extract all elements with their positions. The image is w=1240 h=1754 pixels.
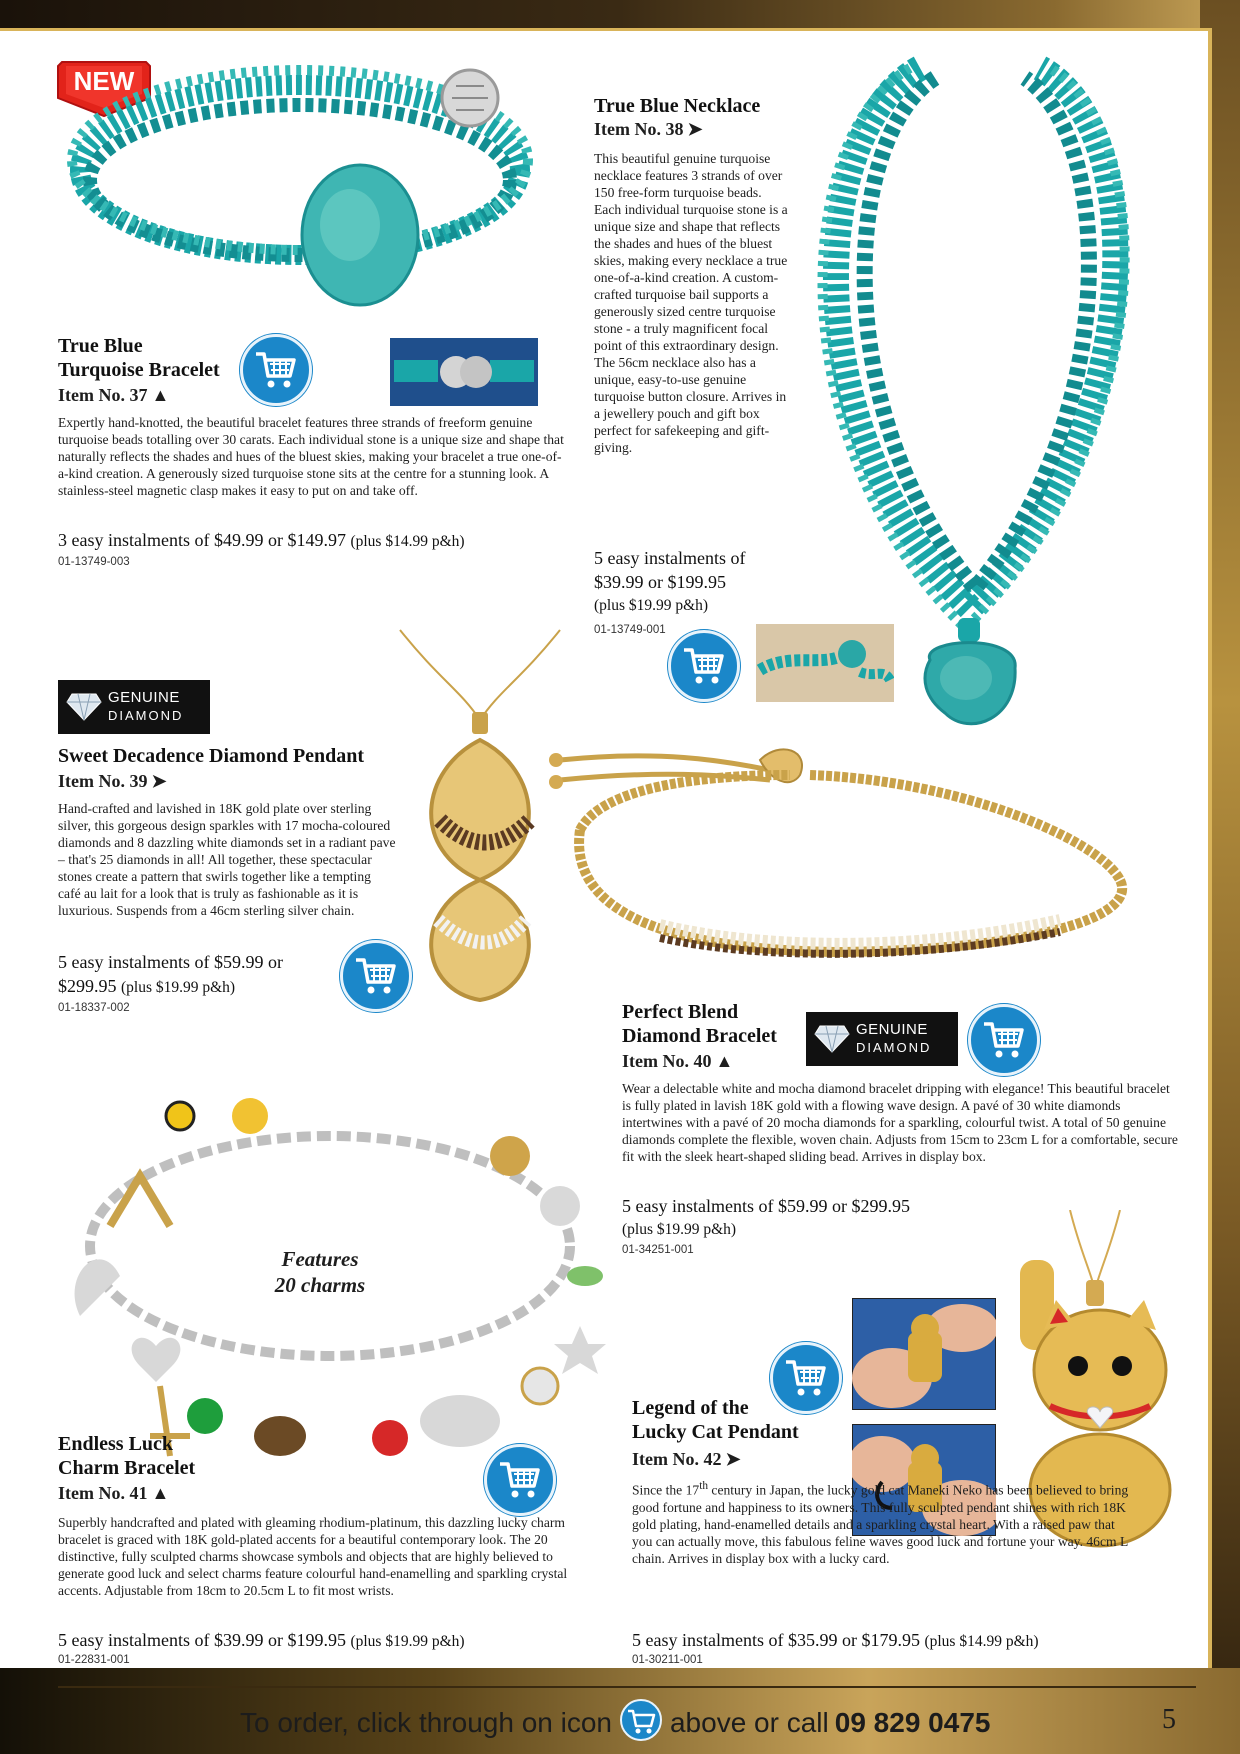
product-37-price (58, 528, 578, 554)
product-38-price-line2: $39.99 or $199.95 (594, 572, 726, 592)
product-41-item-label: Item No. 41 (58, 1483, 148, 1503)
arrow-right-icon: ➤ (725, 1449, 741, 1469)
lucky-cat-held-image (852, 1298, 996, 1410)
charm-count-callout (230, 1246, 410, 1298)
product-40-code: 01-34251-001 (622, 1244, 694, 1256)
product-39-item-number (58, 770, 167, 792)
product-42-title (632, 1396, 799, 1444)
product-42-desc-part-a: Since the 17 (632, 1482, 700, 1498)
cart-icon (982, 1020, 1026, 1060)
genuine-label: GENUINE (108, 689, 180, 706)
product-37-title-line1: True Blue (58, 335, 143, 357)
footer-text-before: To order, click through on icon (240, 1707, 612, 1738)
product-42-code: 01-30211-001 (632, 1654, 703, 1666)
turquoise-bracelet-image (60, 40, 540, 330)
product-40-item-label: Item No. 40 (622, 1051, 712, 1071)
product-38-title: True Blue Necklace (594, 95, 761, 117)
product-42-price-value: 5 easy instalments of $35.99 or $179.95 (632, 1630, 920, 1650)
product-37-ph: (plus $14.99 p&h) (350, 533, 465, 550)
product-37-item-number (58, 384, 169, 406)
product-39-description: Hand-crafted and lavished in 18K gold plate over sterling silver, this gorgeous design sparkles with 17 mocha-coloured diamonds and 8 dazzling white diamonds set in a radiant pave – that's 25 diamonds in all! All together, these spectacular stones create a pattern that swirls together like a tempting café au lait for a look that is truly as fashionable as it is luxurious. Suspends from a 46cm sterling silver chain. (58, 801, 396, 918)
necklace-clasp-detail-image (756, 624, 894, 702)
product-41-cart-button[interactable] (484, 1444, 556, 1516)
product-38-item-number (594, 118, 703, 140)
product-39-price (58, 950, 378, 1000)
product-39-code: 01-18337-002 (58, 1002, 130, 1014)
order-phone-number[interactable]: 09 829 0475 (834, 1707, 991, 1738)
product-41-description: Superbly handcrafted and plated with gleaming rhodium-platinum, this dazzling lucky charm bracelet is graced with 18K gold-plated accents for a beautiful contemporary look. The 20 distinctive, fully sculpted charms showcase symbols and objects that are highly believed to generate good luck and select charms feature colourful hand-enamelling and sparkling crystal accents. Adjustable from 18cm to 20.5cm L to fit most wrists. (58, 1515, 568, 1598)
cart-icon (354, 956, 398, 996)
product-37-cart-button[interactable] (240, 334, 312, 406)
page-number: 5 (1162, 1704, 1176, 1735)
product-39-price-line2: $299.95 (58, 976, 117, 996)
product-40-cart-button[interactable] (968, 1004, 1040, 1076)
product-39-ph: (plus $19.99 p&h) (121, 979, 236, 996)
footer-divider (58, 1686, 1196, 1688)
new-badge-text: NEW (73, 66, 135, 96)
product-42-price (632, 1628, 1192, 1654)
product-40-title-line1: Perfect Blend (622, 1001, 739, 1023)
product-40-description: Wear a delectable white and mocha diamond bracelet dripping with elegance! This beautiful bracelet is fully plated in lavish 18K gold with a flowing wave design. A pavé of 30 white diamonds intertwines with a pavé of 20 mocha diamonds for a sparkling, colourful twist. A total of 50 genuine diamonds complete the flexible, woven chain. Adjusts from 15cm to 23cm L for a comfortable, secure fit with the sleek heart-shaped sliding bead. Arrives in display box. (622, 1081, 1178, 1164)
product-38-item-label: Item No. 38 (594, 119, 684, 139)
footer-text-after: above or call (669, 1707, 829, 1738)
cart-icon (254, 350, 298, 390)
diamond-bracelet-image (540, 720, 1180, 990)
footer-cart-icon-wrapper[interactable] (620, 1699, 662, 1748)
product-38-code: 01-13749-001 (594, 624, 666, 636)
order-instructions (240, 1700, 990, 1746)
cart-icon (620, 1699, 662, 1741)
product-38-ph: (plus $19.99 p&h) (594, 597, 709, 614)
product-39-cart-button[interactable] (340, 940, 412, 1012)
product-39-title: Sweet Decadence Diamond Pendant (58, 745, 365, 767)
features-line2: 20 charms (274, 1273, 366, 1297)
product-37-description: Expertly hand-knotted, the beautiful bracelet features three strands of freeform genuine turquoise beads totalling over 30 carats. Each individual stone is a unique size and shape that naturally reflects the shades and hues of the bluest skies, making your bracelet a true one-of-a-kind creation. A generously sized turquoise stone sits at the centre for a stunning look. A stainless-steel magnetic clasp makes it easy to put on and take off. (58, 415, 564, 498)
product-41-price (58, 1628, 618, 1654)
cart-icon (498, 1460, 542, 1500)
product-42-title-line2: Lucky Cat Pendant (632, 1421, 799, 1443)
product-40-ph: (plus $19.99 p&h) (622, 1221, 737, 1238)
features-line1: Features (281, 1247, 359, 1271)
product-41-title-line1: Endless Luck (58, 1433, 174, 1455)
diamond-label: DIAMOND (856, 1040, 932, 1055)
product-40-title-line2: Diamond Bracelet (622, 1025, 777, 1047)
product-39-item-label: Item No. 39 (58, 771, 148, 791)
product-42-item-number (632, 1448, 741, 1470)
product-38-description: This beautiful genuine turquoise necklace features 3 strands of over 150 free-form turquoise beads. Each individual turquoise stone is a unique size and shape that reflects the shades and hues of the bluest skies, making every necklace a true one-of-a-kind creation. A custom-crafted turquoise bail supports a generously sized centre turquoise stone - a truly magnificent focal point of this extraordinary design. The 56cm necklace also has a unique, easy-to-use genuine turquoise button closure. Arrives in a jewellery pouch and gift box perfect for safekeeping and gift-giving. (594, 151, 788, 455)
product-41-code: 01-22831-001 (58, 1654, 130, 1666)
product-40-title (622, 1000, 777, 1048)
diamond-label: DIAMOND (108, 708, 184, 723)
product-37-title (58, 334, 220, 382)
genuine-diamond-badge (58, 680, 210, 734)
product-42-item-label: Item No. 42 (632, 1449, 722, 1469)
diamond-icon (814, 1024, 850, 1054)
product-38-cart-button[interactable] (668, 630, 740, 702)
product-39-price-line1: 5 easy instalments of $59.99 or (58, 952, 283, 972)
bracelet-clasp-detail-image (390, 338, 538, 406)
product-41-ph: (plus $19.99 p&h) (350, 1633, 465, 1650)
product-37-title-line2: Turquoise Bracelet (58, 359, 220, 381)
arrow-up-icon: ▲ (151, 385, 170, 405)
product-41-price-value: 5 easy instalments of $39.99 or $199.95 (58, 1630, 346, 1650)
product-42-description (632, 1478, 1132, 1567)
product-37-item-label: Item No. 37 (58, 385, 148, 405)
arrow-right-icon: ➤ (151, 771, 167, 791)
product-41-title (58, 1432, 195, 1480)
genuine-diamond-badge (806, 1012, 958, 1066)
product-38-price (594, 546, 794, 618)
product-41-title-line2: Charm Bracelet (58, 1457, 196, 1479)
arrow-right-icon: ➤ (687, 119, 703, 139)
product-41-item-number (58, 1482, 169, 1504)
genuine-label: GENUINE (856, 1021, 928, 1038)
product-38-price-line1: 5 easy instalments of (594, 548, 746, 568)
product-42-desc-part-b: century in Japan, the lucky gold cat Maneki Neko has been believed to bring good fortune and happiness to its owners. This fully sculpted pendant shines with rich 18K gold plating, hand-enamelled details and a sparkling crystal heart. With a raised paw that you can actually move, this fabulous feline waves good luck and fortune your way. 46cm L chain. Arrives in display box with a lucky card. (632, 1482, 1129, 1566)
product-42-title-line1: Legend of the (632, 1397, 749, 1419)
product-40-price-value: 5 easy instalments of $59.99 or $299.95 (622, 1196, 910, 1216)
product-37-price-value: 3 easy instalments of $49.99 or $149.97 (58, 530, 346, 550)
product-42-desc-superscript: th (699, 1480, 709, 1492)
product-42-ph: (plus $14.99 p&h) (924, 1633, 1039, 1650)
arrow-up-icon: ▲ (715, 1051, 734, 1071)
arrow-up-icon: ▲ (151, 1483, 170, 1503)
diamond-icon (66, 692, 102, 722)
product-37-code: 01-13749-003 (58, 556, 130, 568)
cart-icon (784, 1358, 828, 1398)
cart-icon (682, 646, 726, 686)
product-40-item-number (622, 1050, 733, 1072)
